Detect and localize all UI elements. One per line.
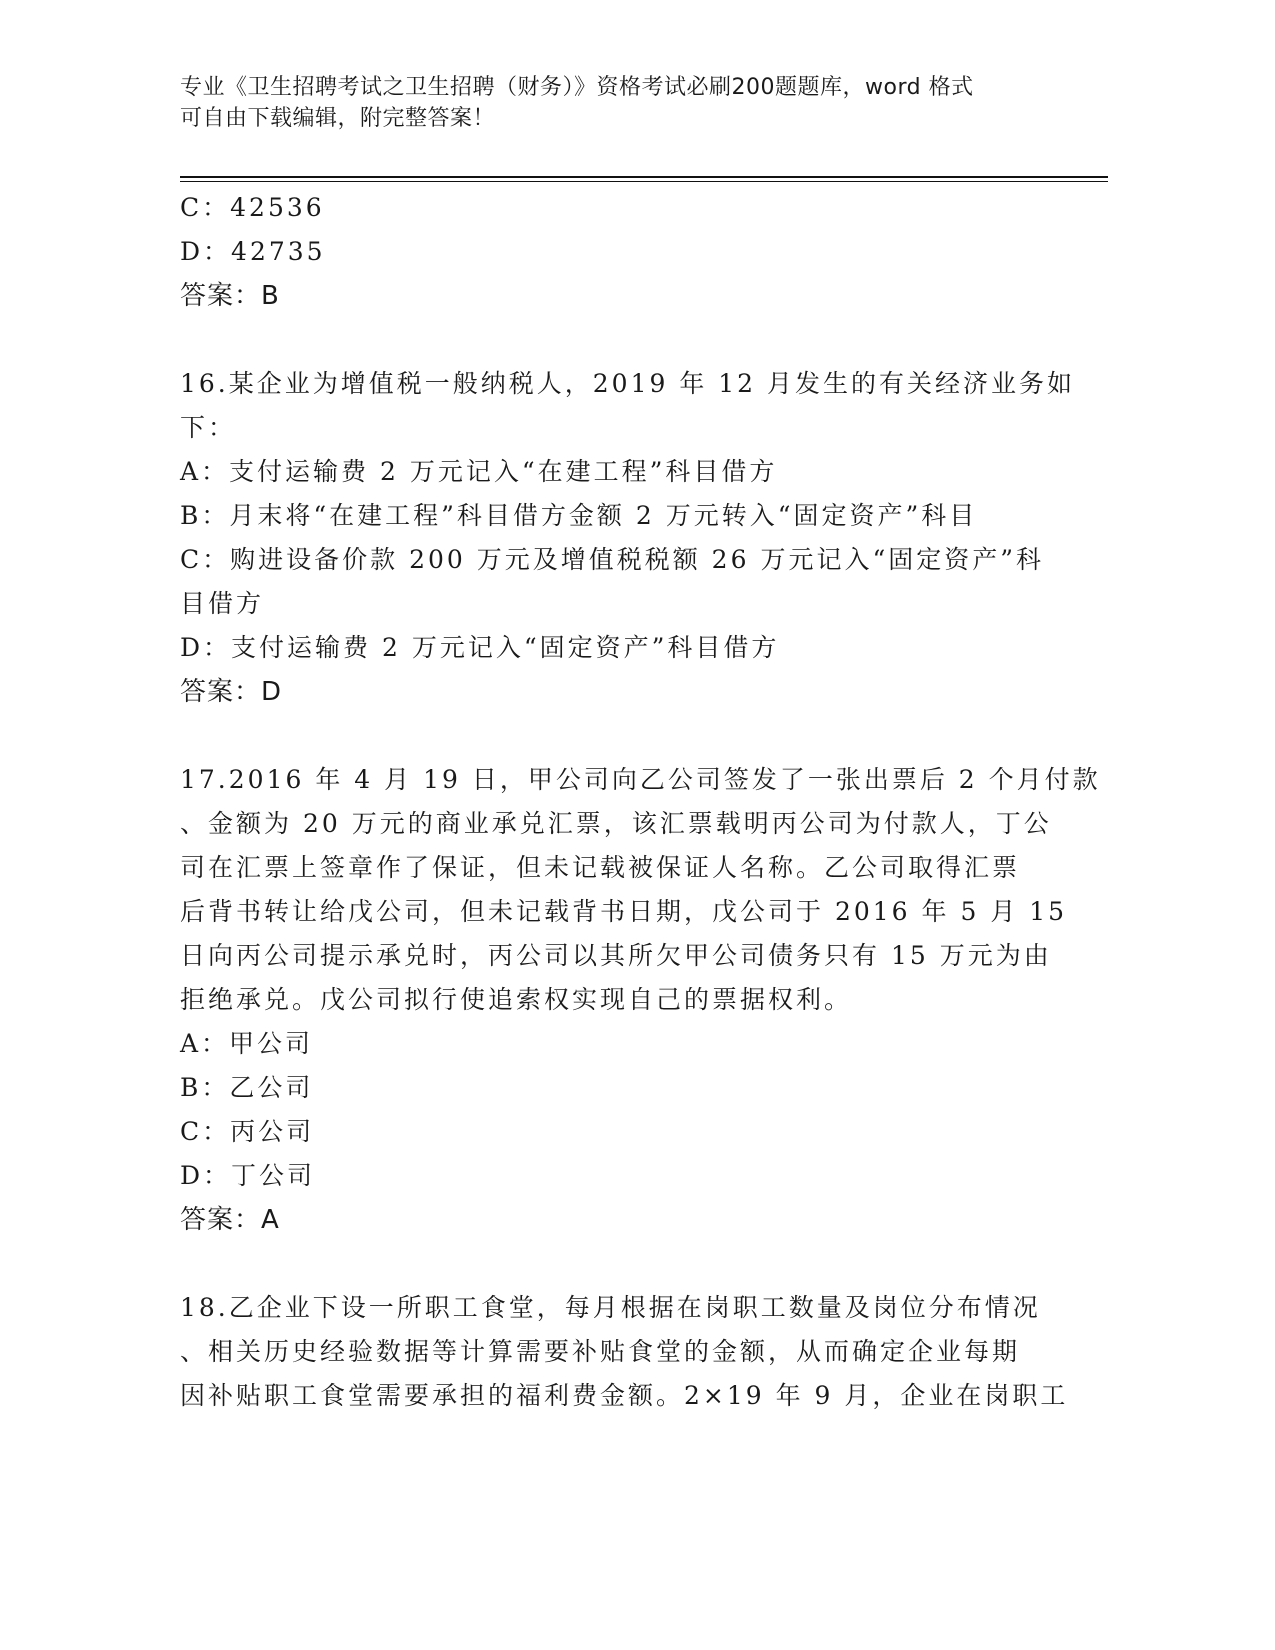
option-a: A：支付运输费 2 万元记入“在建工程”科目借方 <box>180 457 778 486</box>
page-content <box>180 186 1101 1418</box>
question-stem-line: 下： <box>180 413 237 442</box>
option-c: C：购进设备价款 200 万元及增值税税额 26 万元记入“固定资产”科 <box>180 545 1045 574</box>
option-c: C：丙公司 <box>180 1117 315 1146</box>
question-stem-line: 拒绝承兑。戊公司拟行使追索权实现自己的票据权利。 <box>180 985 853 1014</box>
question-stem-line: 18.乙企业下设一所职工食堂，每月根据在岗职工数量及岗位分布情况 <box>180 1293 1041 1322</box>
question-stem-line: 、金额为 20 万元的商业承兑汇票，该汇票载明丙公司为付款人，丁公 <box>180 809 1052 838</box>
option-c: C：42536 <box>180 193 325 222</box>
page-header <box>180 72 1060 134</box>
answer-line: 答案：B <box>180 281 280 311</box>
option-b: B：月末将“在建工程”科目借方金额 2 万元转入“固定资产”科目 <box>180 501 978 530</box>
option-c-continued: 目借方 <box>180 589 265 618</box>
question-stem-line: 日向丙公司提示承兑时，丙公司以其所欠甲公司债务只有 15 万元为由 <box>180 941 1052 970</box>
header-rule-thick <box>180 176 1108 178</box>
spacer <box>180 1242 1060 1286</box>
answer-line: 答案：A <box>180 1205 280 1235</box>
option-d: D：支付运输费 2 万元记入“固定资产”科目借方 <box>180 633 780 662</box>
spacer <box>180 318 1060 362</box>
option-b: B：乙公司 <box>180 1073 314 1102</box>
spacer <box>180 714 1060 758</box>
option-d: D：42735 <box>180 237 326 266</box>
question-stem-line: 司在汇票上签章作了保证，但未记载被保证人名称。乙公司取得汇票 <box>180 853 1021 882</box>
question-stem-line: 、相关历史经验数据等计算需要补贴食堂的金额，从而确定企业每期 <box>180 1337 1021 1366</box>
question-18 <box>180 1286 1069 1418</box>
question-stem-line: 后背书转让给戊公司，但未记载背书日期，戊公司于 2016 年 5 月 15 <box>180 897 1068 926</box>
question-16 <box>180 362 1076 714</box>
header-title-line-1: 专业《卫生招聘考试之卫生招聘（财务）》资格考试必刷200题题库，word 格式 <box>180 75 974 100</box>
question-stem-line: 16.某企业为增值税一般纳税人，2019 年 12 月发生的有关经济业务如 <box>180 369 1076 398</box>
header-rule-thin <box>180 181 1108 182</box>
option-a: A：甲公司 <box>180 1029 314 1058</box>
previous-question <box>180 186 1060 318</box>
question-17 <box>180 758 1101 1242</box>
header-title-line-2: 可自由下载编辑，附完整答案！ <box>180 106 496 131</box>
question-stem-line: 17.2016 年 4 月 19 日，甲公司向乙公司签发了一张出票后 2 个月付款 <box>180 765 1101 794</box>
answer-line: 答案：D <box>180 677 283 707</box>
option-d: D：丁公司 <box>180 1161 316 1190</box>
question-stem-line: 因补贴职工食堂需要承担的福利费金额。2×19 年 9 月，企业在岗职工 <box>180 1381 1069 1410</box>
